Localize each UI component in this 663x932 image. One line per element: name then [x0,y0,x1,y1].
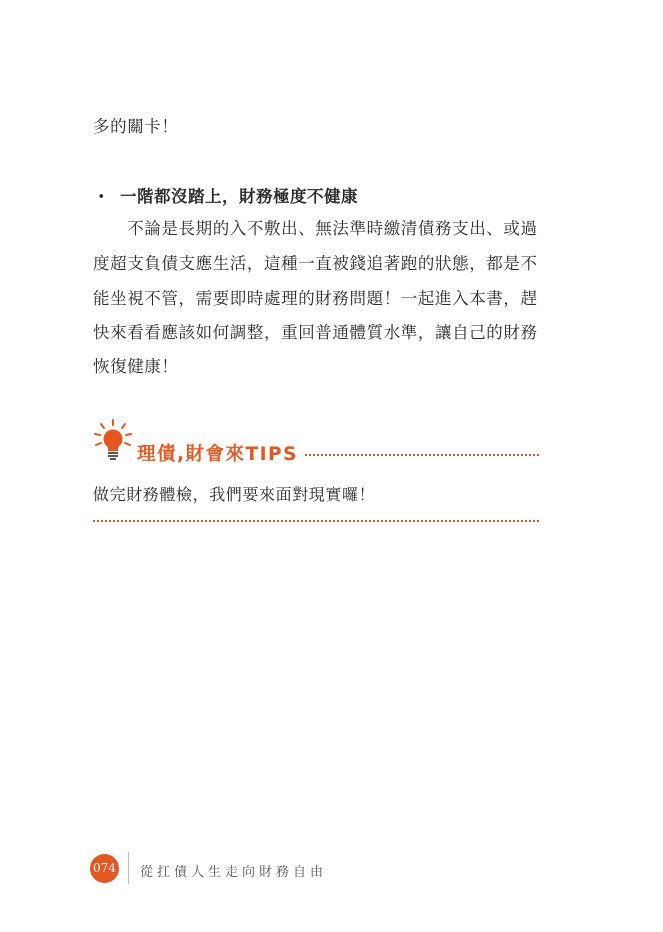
heading-bullet: ・ [93,187,110,206]
paragraph-line: 能坐視不管，需要即時處理的財務問題！一起進入本書，趕 [93,289,538,308]
page-number: 074 [90,854,119,883]
book-title: 從扛債人生走向財務自由 [140,865,328,880]
heading-text: 一階都沒踏上，財務極度不健康 [120,187,358,206]
tips-dotted-divider [305,454,539,456]
body-text-line: 多的關卡！ [93,117,179,136]
tips-box [93,419,539,467]
tips-title: 理債,財會來TIPS [137,444,298,465]
tips-text: 做完財務體檢，我們要來面對現實囉！ [93,485,376,504]
paragraph-line: 不論是長期的入不敷出、無法準時繳清債務支出、或過 [93,219,538,238]
lightbulb-icon [93,419,133,463]
paragraph-line: 恢復健康！ [93,357,179,376]
section-heading [93,183,358,207]
paragraph-line: 快來看看應該如何調整，重回普通體質水準，讓自己的財務 [93,323,538,342]
footer-divider [128,852,129,884]
paragraph-line: 度超支負債支應生活，這種一直被錢追著跑的狀態，都是不 [93,254,538,273]
tips-bottom-divider [93,520,539,522]
